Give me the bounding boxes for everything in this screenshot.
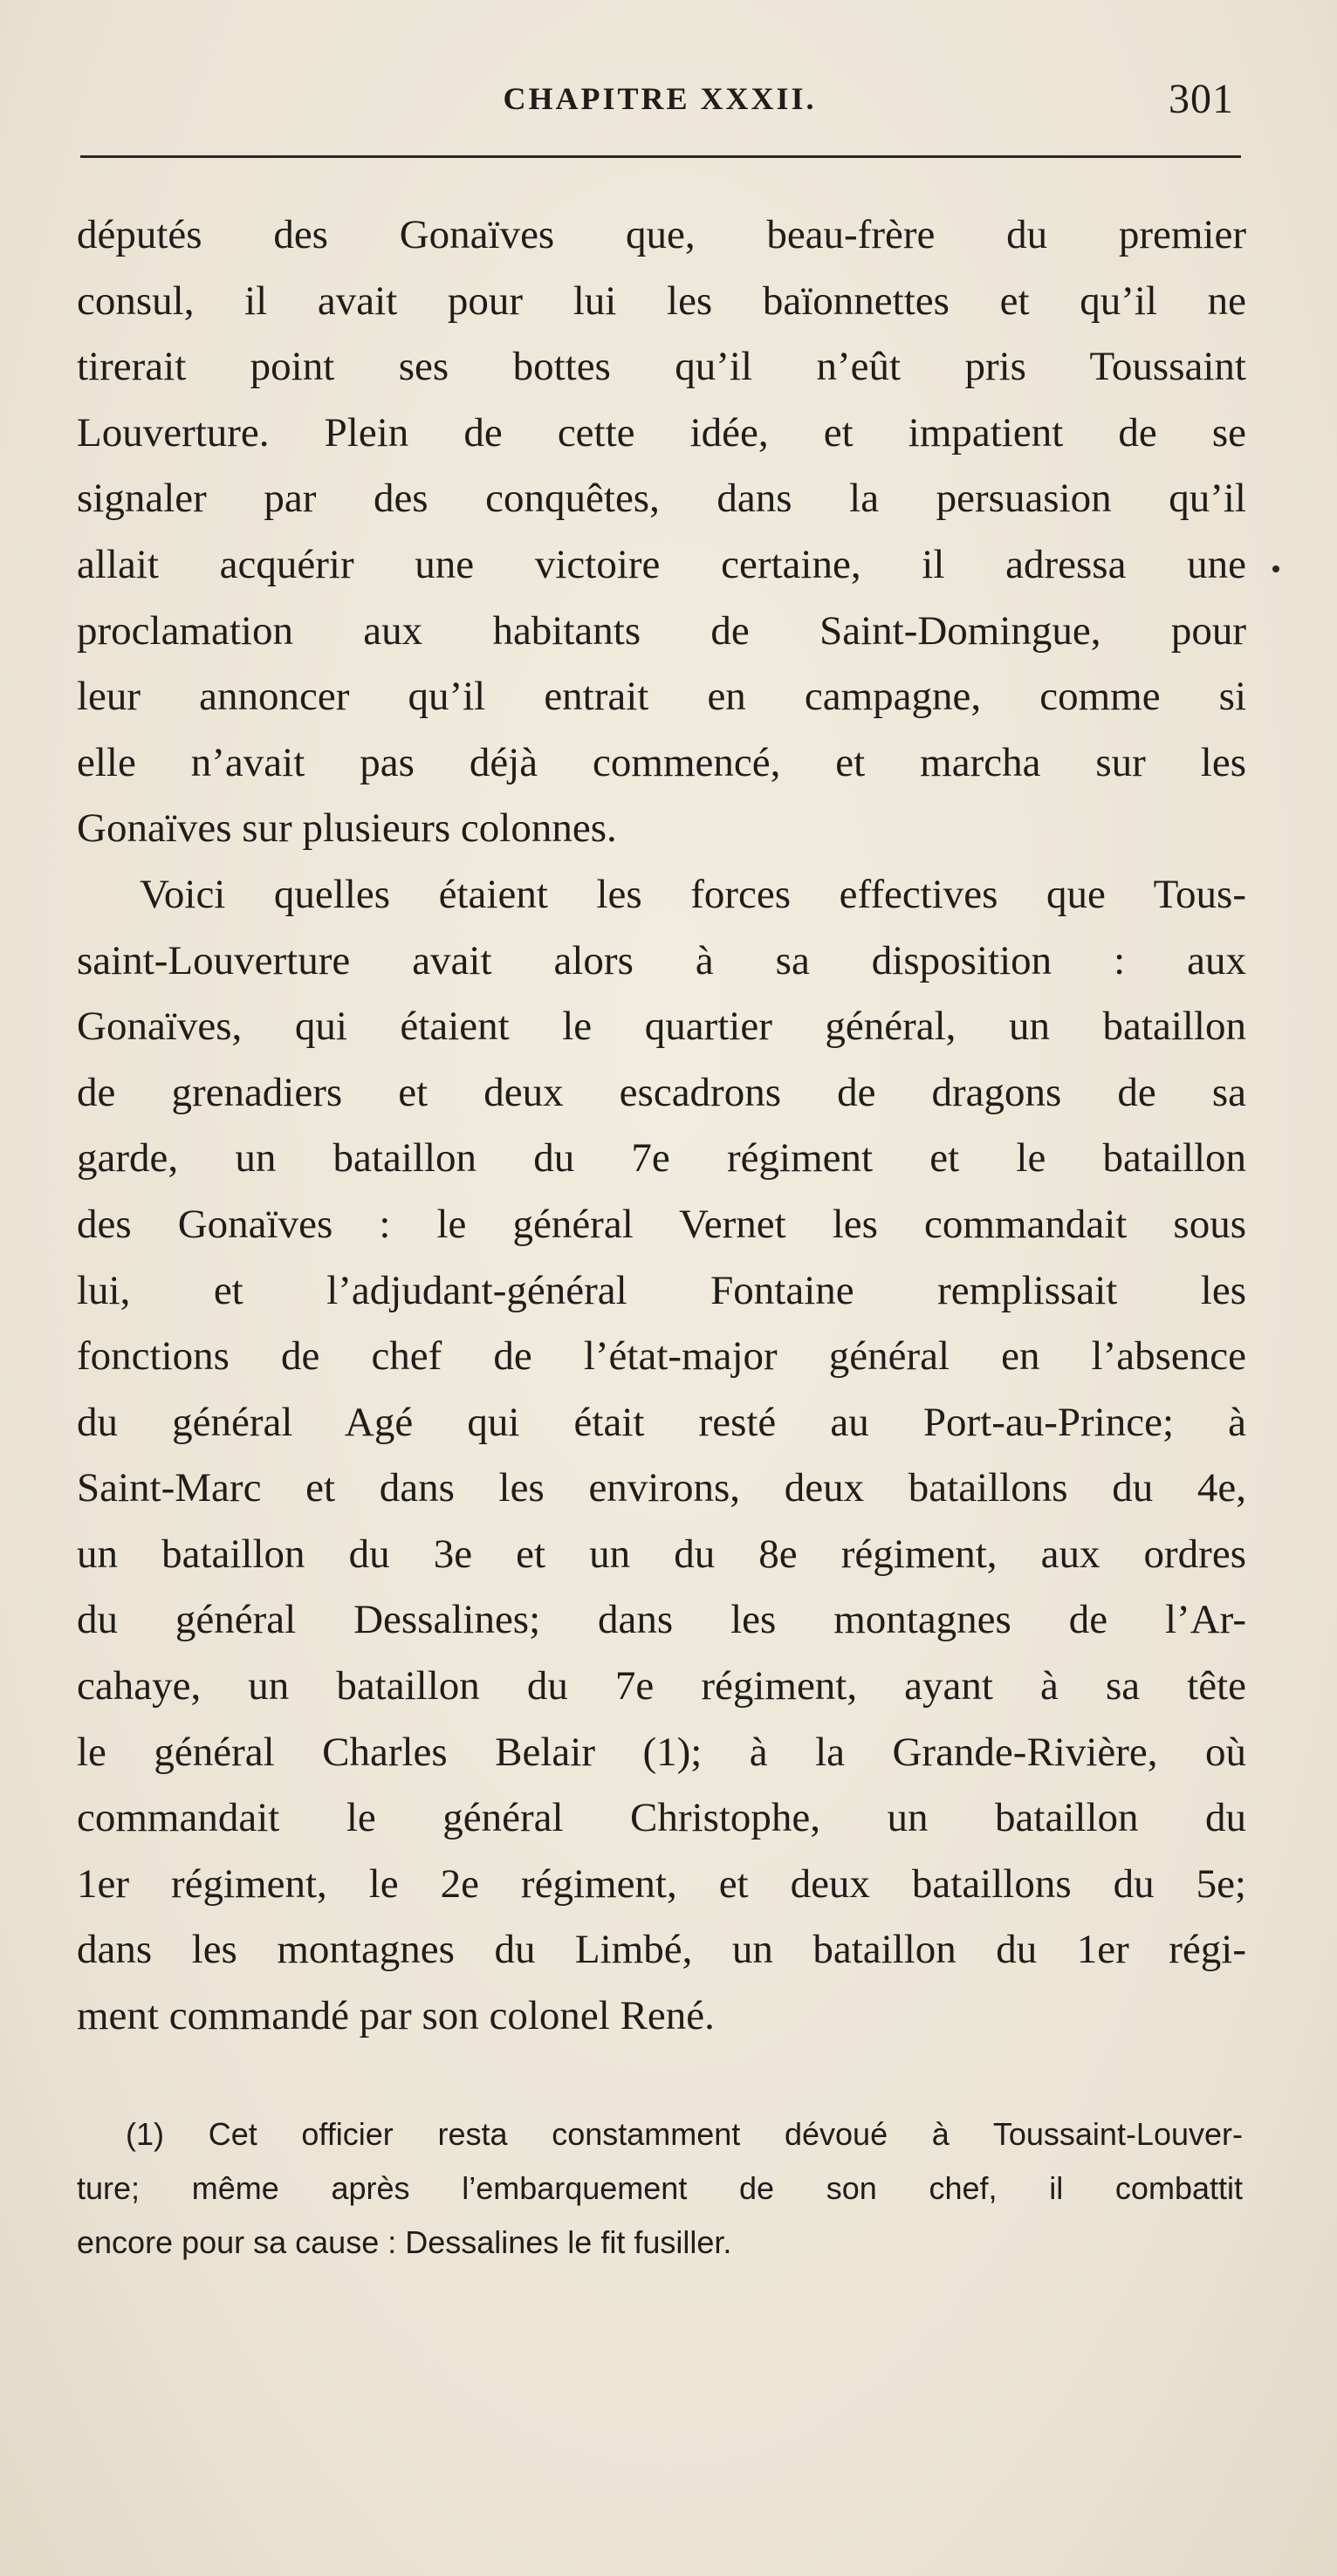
text-line: saint-Louverture avait alors à sa disposition : aux [77, 937, 1246, 983]
text-line: dans les montagnes du Limbé, un bataillon du 1er régi- [77, 1927, 1246, 1973]
text-line: un bataillon du 3e et un du 8e régiment, aux ordres [77, 1531, 1246, 1577]
text-line: proclamation aux habitants de Saint-Domingue, pour [77, 607, 1246, 654]
text-line: du général Dessalines; dans les montagnes de l’Ar- [77, 1597, 1246, 1643]
text-line: fonctions de chef de l’état-major général en l’absence [77, 1333, 1246, 1380]
text-line: de grenadiers et deux escadrons de dragons de sa [77, 1069, 1246, 1115]
text-line: leur annoncer qu’il entrait en campagne, comme si [77, 674, 1246, 720]
running-title: CHAPITRE XXXII. [503, 81, 817, 116]
text-line: ment commandé par son colonel René. [77, 1993, 715, 2039]
text-line: Gonaïves, qui étaient le quartier général, un bataillon [77, 1004, 1246, 1050]
text-line: Louverture. Plein de cette idée, et impatient de se [77, 409, 1246, 456]
ink-speck [1272, 565, 1279, 572]
page-number: 301 [1169, 76, 1234, 122]
text-line: des Gonaïves : le général Vernet les commandait sous [77, 1201, 1246, 1247]
text-line: lui, et l’adjudant-général Fontaine remplissait les [77, 1267, 1246, 1313]
body-text [77, 202, 1246, 2050]
text-line: consul, il avait pour lui les baïonnettes et qu’il ne [77, 277, 1246, 324]
footnotes [77, 2107, 1243, 2270]
text-line: le général Charles Belair (1); à la Grande-Rivière, où [77, 1729, 1246, 1775]
footnote-line: encore pour sa cause : Dessalines le fit fusiller. [77, 2224, 732, 2260]
text-line: 1er régiment, le 2e régiment, et deux bataillons du 5e; [77, 1860, 1246, 1907]
text-line: commandait le général Christophe, un bataillon du [77, 1795, 1246, 1841]
text-line: garde, un bataillon du 7e régiment et le bataillon [77, 1135, 1246, 1182]
text-line: Gonaïves sur plusieurs colonnes. [77, 805, 617, 852]
text-line: signaler par des conquêtes, dans la persuasion qu’il [77, 476, 1246, 522]
footnote-line: (1) Cet officier resta constamment dévoué à Toussaint-Louver- [126, 2116, 1243, 2152]
text-line: Voici quelles étaient les forces effectives que Tous- [140, 871, 1246, 917]
text-line: Saint-Marc et dans les environs, deux bataillons du 4e, [77, 1465, 1246, 1511]
header-rule [80, 155, 1241, 158]
text-line: du général Agé qui était resté au Port-au-Prince; à [77, 1399, 1246, 1445]
text-line: tirerait point ses bottes qu’il n’eût pris Toussaint [77, 344, 1246, 390]
text-line: députés des Gonaïves que, beau-frère du premier [77, 212, 1246, 257]
text-line: cahaye, un bataillon du 7e régiment, ayant à sa tête [77, 1663, 1246, 1709]
text-line: elle n’avait pas déjà commencé, et marcha sur les [77, 739, 1246, 785]
text-line: allait acquérir une victoire certaine, il adressa une [77, 541, 1246, 587]
footnote-line: ture; même après l’embarquement de son chef, il combattit [77, 2170, 1243, 2206]
page-header [77, 77, 1243, 129]
